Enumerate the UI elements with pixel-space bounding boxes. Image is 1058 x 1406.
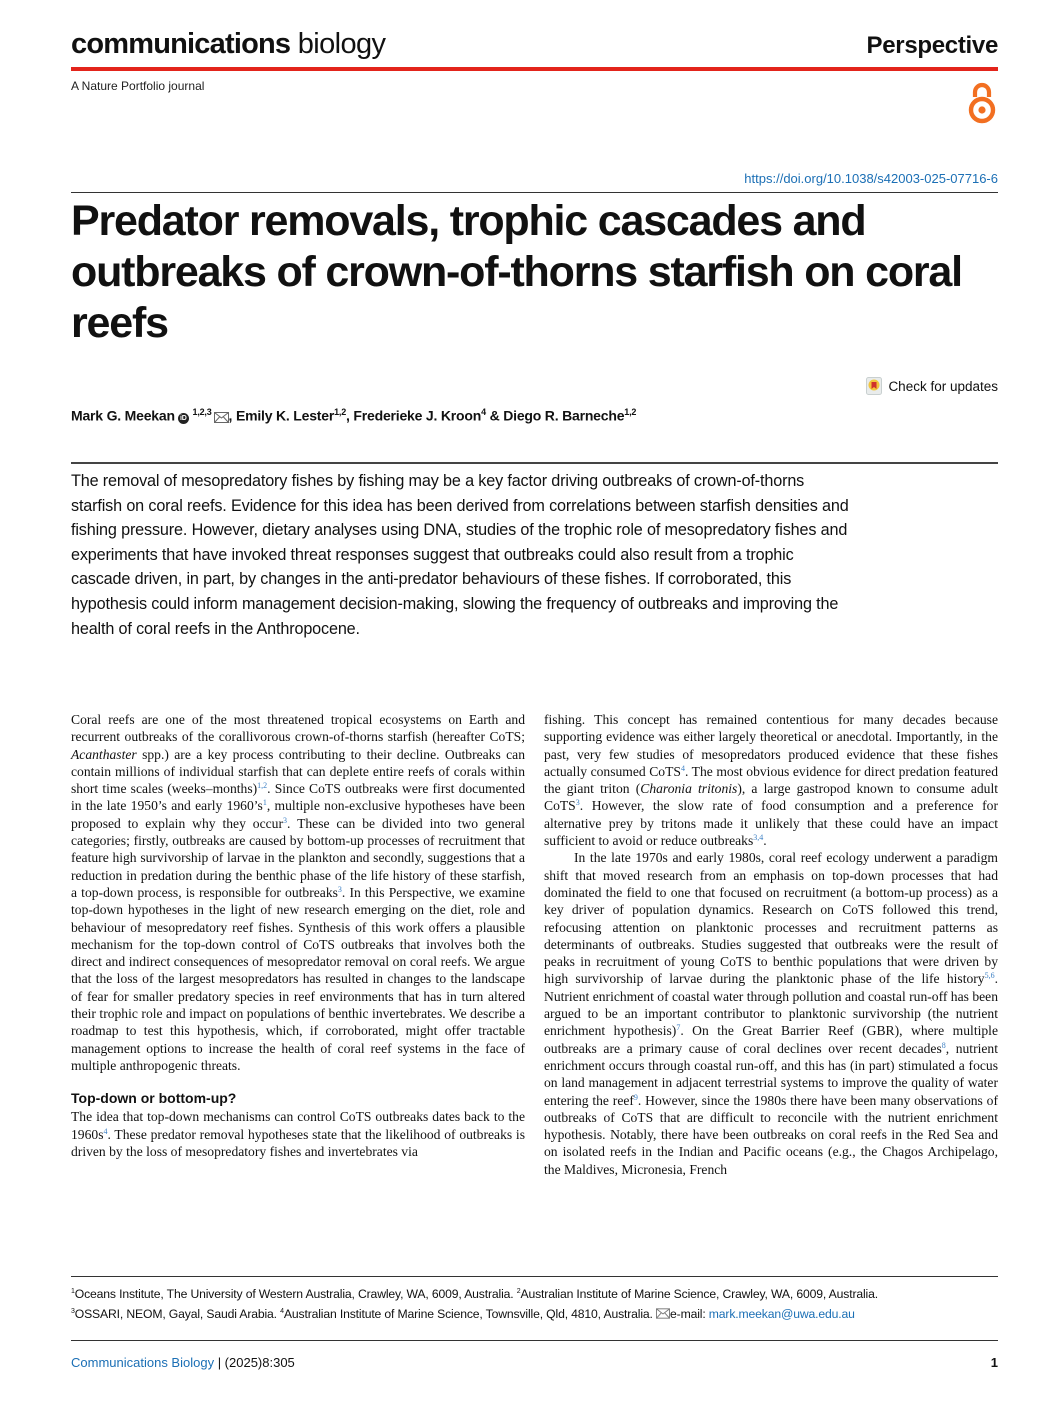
citation-link[interactable]: 5,6 (984, 971, 995, 981)
affiliation-marks: 1,2 (334, 407, 347, 417)
author-name[interactable]: Diego R. Barneche (503, 407, 625, 424)
section-heading: Top-down or bottom-up? (71, 1090, 237, 1107)
page-number: 1 (990, 1355, 998, 1370)
journal-logo (71, 28, 385, 61)
citation-link[interactable]: 3 (575, 798, 580, 808)
affiliations (71, 1284, 1001, 1324)
body-column-right (544, 711, 998, 1178)
body-column-left (71, 711, 525, 1160)
citation-link[interactable]: 4 (680, 763, 685, 773)
citation-link[interactable]: 8 (941, 1040, 946, 1050)
author-name[interactable]: Mark G. Meekan (71, 407, 175, 424)
author-list: Mark G. Meekan iD $^{1,2,3}$ , Emily K. Lester$^{1,2}$, Frederieke J. Kroon$^4$ & Diego R. Barneche$^{1,2}$ (71, 407, 637, 424)
footer-journal-link[interactable]: Communications Biology (71, 1355, 215, 1370)
doi-link[interactable]: https://doi.org/10.1038/s42003-025-07716-6 (744, 171, 998, 186)
title-rule (71, 192, 998, 193)
citation-link[interactable]: 1,2 (257, 781, 268, 791)
journal-name-bold: communications (71, 28, 291, 60)
author-name[interactable]: Frederieke J. Kroon (353, 407, 482, 424)
citation-link[interactable]: 7 (676, 1023, 681, 1033)
orcid-icon[interactable]: iD (178, 413, 189, 424)
citation-link[interactable]: 4 (103, 1126, 108, 1136)
open-access-icon[interactable] (966, 80, 998, 124)
affiliation-marks: 1,2,3 (192, 407, 212, 417)
masthead-rule (71, 67, 998, 71)
citation-link[interactable]: 3,4 (753, 833, 764, 843)
check-for-updates-button[interactable] (866, 377, 998, 395)
journal-name-light: biology (297, 28, 386, 60)
citation-link[interactable]: 3 (283, 815, 287, 825)
article-title: Predator removals, trophic cascades and outbreaks of crown-of-thorns starfish on coral reefs (71, 197, 962, 347)
check-updates-icon (866, 377, 882, 395)
check-updates-label: Check for updates (888, 378, 998, 394)
body-paragraph: In the late 1970s and early 1980s, coral reef ecology underwent a paradigm shift that moved research from an emphasis on top-down processes that had dominated the field to one that focused on recruitment (a bottom-up process) as a key driver of population dynamics. Research on CoTS followed this trend, refocusing attention on planktonic processes and recruitment patterns as determinants of outbreaks. Studies suggested that outbreaks were the result of peaks in recruitment of young CoTS to benthic populations that were driven by high survivorship of larvae during the planktonic phase of the life history$^{5,6}$. Nutrient enrichment of coastal water through pollution and coastal run-off has been argued to be an important contributor to planktonic survivorship (the nutrient enrichment hypothesis)$^7$. On the Great Barrier Reef (GBR), where multiple outbreaks are a primary cause of coral declines over recent decades$^8$, nutrient enrichment occurs through coastal run-off, and this has (in part) stimulated a focus on land management in adjacent terrestrial systems to improve the quality of water entering the reef$^9$. However, since the 1980s there have been many observations of outbreaks of CoTS that are difficult to reconcile with the nutrient enrichment hypothesis. Notably, there have been outbreaks on coral reefs in the Red Sea and on isolated reefs in the Indian and Pacific oceans (e.g., the Chagos Archipelago, the Maldives, Micronesia, French (544, 850, 998, 1177)
affiliation-marks: 4 (481, 407, 486, 417)
article-type: Perspective (866, 32, 998, 59)
abstract-rule (71, 462, 998, 464)
intro-paragraph: Coral reefs are one of the most threatened tropical ecosystems on Earth and recurrent outbreaks of the corallivorous crown-of-thorns starfish (hereafter CoTS; Acanthaster spp.) are a key process contributing to their decline. Outbreaks can contain millions of individual starfish that can deplete entire reefs of corals within short time scales (weeks–months)$^{1,2}$. Since CoTS outbreaks were first documented in the late 1950’s and early $1960’s^1$, multiple non-exclusive hypotheses have been proposed to explain why they occur$^3$. These can be divided into two general categories; firstly, outbreaks are caused by bottom-up processes of recruitment that feature high survivorship of larvae in the plankton and secondly, suggestions that a reduction in predation during the benthic phase of the life history of these starfish, a top-down process, is responsible for outbreaks$^3$. In this Perspective, we examine top-down hypotheses in the light of new research emerging on the diet, role and behaviour of mesopredatory reef fishes. Synthesis of this work offers a plausible mechanism for the top-down control of CoTS outbreaks that involves both the direct and indirect consequences of mesopredator removal on coral reefs. We argue that the loss of the largest mesopredators has resulted in changes to the landscape of fear for smaller predatory species in reef environments that has in turn altered their trophic role and impact on populations of benthic invertebrates. We describe a roadmap to test this hypothesis, which, if corroborated, might offer tractable management options to increase the health of coral reef systems in the face of multiple anthropogenic threats. (71, 712, 526, 1073)
abstract: The removal of mesopredatory fishes by fishing may be a key factor driving outbreaks of crown-of-thorns starfish on coral reefs. Evidence for this idea has been derived from correlations between starfish densities and fishing pressure. However, dietary analyses using DNA, studies of the trophic role of mesopredatory fishes and experiments that have invoked threat responses suggest that outbreaks could also result from a trophic cascade driven, in part, by changes in the anti-predator behaviours of these fishes. If corroborated, this hypothesis could inform management decision-making, slowing the frequency of outbreaks and improving the health of coral reefs in the Anthropocene. (71, 472, 849, 638)
body-paragraph: The idea that top-down mechanisms can control CoTS outbreaks dates back to the $1960s^4$. These predator removal hypotheses state that the likelihood of outbreaks is driven by the loss of mesopredatory fishes and invertebrates via (71, 1109, 525, 1159)
affiliation-line: $^1$Oceans Institute, The University of Western Australia, Crawley, WA, 6009, Australia. $^2$Australian Institute of Marine Science, Crawley, WA, 6009, Australia. (71, 1287, 878, 1301)
citation-link[interactable]: 3 (337, 884, 342, 894)
author-name[interactable]: Emily K. Lester (235, 407, 335, 424)
body-paragraph-continued: fishing. This concept has remained contentious for many decades because supporting evidence was either largely theoretical or anecdotal. Importantly, in the past, very few studies of mesopredators produced evidence that these fishes actually consumed CoTS$^4$. The most obvious evidence for direct predation featured the giant triton (Charonia tritonis), a large gastropod known to consume adult CoTS$^3$. However, the slow rate of food consumption and a preference for alternative prey by tritons made it unlikely that these could have an impact sufficient to avoid or reduce outbreaks$^{3,4}$. (544, 712, 998, 849)
affiliation-line: $^3$OSSARI, NEOM, Gayal, Saudi Arabia. $^4$Australian Institute of Marine Science, Townsville, Qld, 4810, Australia. e-mail: mark.meekan@uwa.edu.au (71, 1307, 855, 1321)
email-link[interactable]: mark.meekan@uwa.edu.au (708, 1307, 855, 1321)
footer-rule (71, 1340, 998, 1341)
citation-link[interactable]: 1 (262, 798, 267, 808)
affiliation-marks: 1,2 (624, 407, 637, 417)
footnote-rule (71, 1276, 998, 1277)
citation-link[interactable]: 9 (633, 1092, 638, 1102)
email-icon (656, 1308, 670, 1319)
footer-citation: Communications Biology | (2025)8:305 (71, 1355, 295, 1370)
email-icon[interactable] (214, 412, 229, 423)
portfolio-tagline: A Nature Portfolio journal (71, 79, 205, 93)
